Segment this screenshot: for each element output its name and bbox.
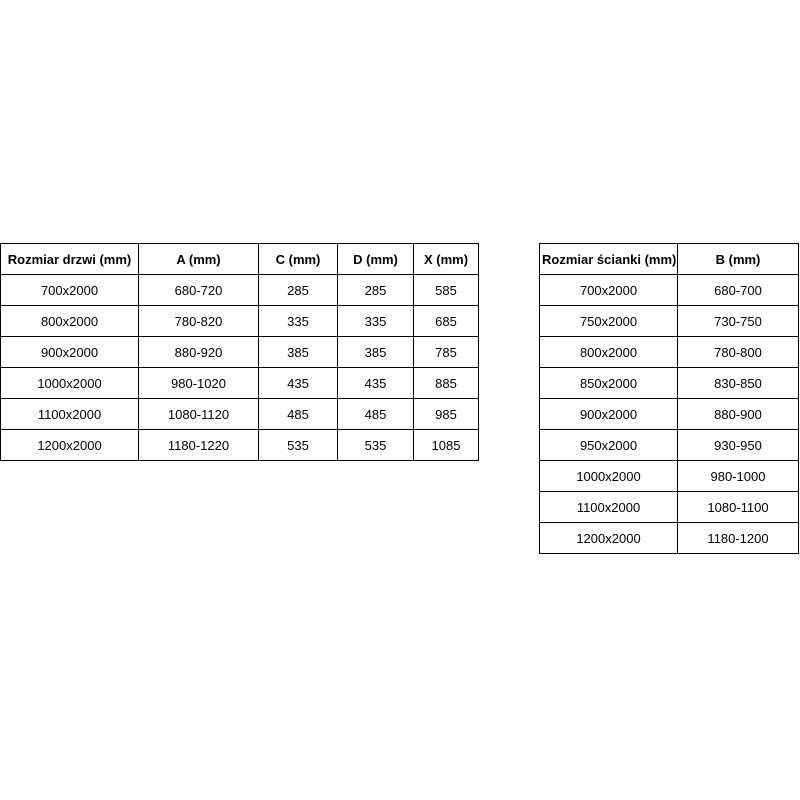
- table-cell: 485: [338, 399, 414, 430]
- table-row: [540, 368, 799, 399]
- table-cell: 850x2000: [540, 368, 678, 399]
- column-header: C (mm): [259, 244, 338, 275]
- table-cell: 680-700: [678, 275, 799, 306]
- table-cell: 285: [259, 275, 338, 306]
- header-row: [540, 244, 799, 275]
- wall-size-table: [539, 243, 799, 554]
- table-row: [1, 368, 479, 399]
- table-cell: 900x2000: [540, 399, 678, 430]
- table-cell: 800x2000: [540, 337, 678, 368]
- header-row: [1, 244, 479, 275]
- table-cell: 700x2000: [540, 275, 678, 306]
- table-cell: 385: [338, 337, 414, 368]
- table-cell: 780-800: [678, 337, 799, 368]
- column-header: A (mm): [139, 244, 259, 275]
- table-cell: 1180-1220: [139, 430, 259, 461]
- column-header: X (mm): [414, 244, 479, 275]
- table-cell: 750x2000: [540, 306, 678, 337]
- table-cell: 1200x2000: [1, 430, 139, 461]
- table-row: [1, 275, 479, 306]
- column-header: B (mm): [678, 244, 799, 275]
- table-cell: 800x2000: [1, 306, 139, 337]
- table-cell: 435: [338, 368, 414, 399]
- table-cell: 880-920: [139, 337, 259, 368]
- table-cell: 1200x2000: [540, 523, 678, 554]
- table-cell: 1080-1100: [678, 492, 799, 523]
- table-cell: 1100x2000: [540, 492, 678, 523]
- table-cell: 980-1000: [678, 461, 799, 492]
- table-cell: 680-720: [139, 275, 259, 306]
- table-row: [540, 399, 799, 430]
- table-row: [540, 275, 799, 306]
- table-cell: 1085: [414, 430, 479, 461]
- table-row: [1, 399, 479, 430]
- column-header: Rozmiar drzwi (mm): [1, 244, 139, 275]
- table-cell: 535: [259, 430, 338, 461]
- table-cell: 685: [414, 306, 479, 337]
- table-cell: 900x2000: [1, 337, 139, 368]
- table-cell: 885: [414, 368, 479, 399]
- table-cell: 485: [259, 399, 338, 430]
- table-cell: 535: [338, 430, 414, 461]
- table-cell: 780-820: [139, 306, 259, 337]
- table-cell: 335: [259, 306, 338, 337]
- table-cell: 985: [414, 399, 479, 430]
- table-cell: 930-950: [678, 430, 799, 461]
- door-size-table: [0, 243, 479, 461]
- column-header: Rozmiar ścianki (mm): [540, 244, 678, 275]
- table-cell: 385: [259, 337, 338, 368]
- table-cell: 785: [414, 337, 479, 368]
- table-cell: 1080-1120: [139, 399, 259, 430]
- table-cell: 700x2000: [1, 275, 139, 306]
- table-row: [1, 337, 479, 368]
- table-cell: 980-1020: [139, 368, 259, 399]
- table-cell: 730-750: [678, 306, 799, 337]
- table-cell: 1180-1200: [678, 523, 799, 554]
- table-cell: 1100x2000: [1, 399, 139, 430]
- table-cell: 1000x2000: [540, 461, 678, 492]
- table-cell: 1000x2000: [1, 368, 139, 399]
- table-cell: 950x2000: [540, 430, 678, 461]
- table-cell: 880-900: [678, 399, 799, 430]
- table-row: [540, 306, 799, 337]
- table-row: [1, 306, 479, 337]
- table-row: [1, 430, 479, 461]
- column-header: D (mm): [338, 244, 414, 275]
- table-cell: 435: [259, 368, 338, 399]
- table-cell: 830-850: [678, 368, 799, 399]
- table-row: [540, 461, 799, 492]
- table-cell: 285: [338, 275, 414, 306]
- table-cell: 585: [414, 275, 479, 306]
- table-row: [540, 492, 799, 523]
- table-cell: 335: [338, 306, 414, 337]
- table-row: [540, 523, 799, 554]
- table-row: [540, 337, 799, 368]
- table-row: [540, 430, 799, 461]
